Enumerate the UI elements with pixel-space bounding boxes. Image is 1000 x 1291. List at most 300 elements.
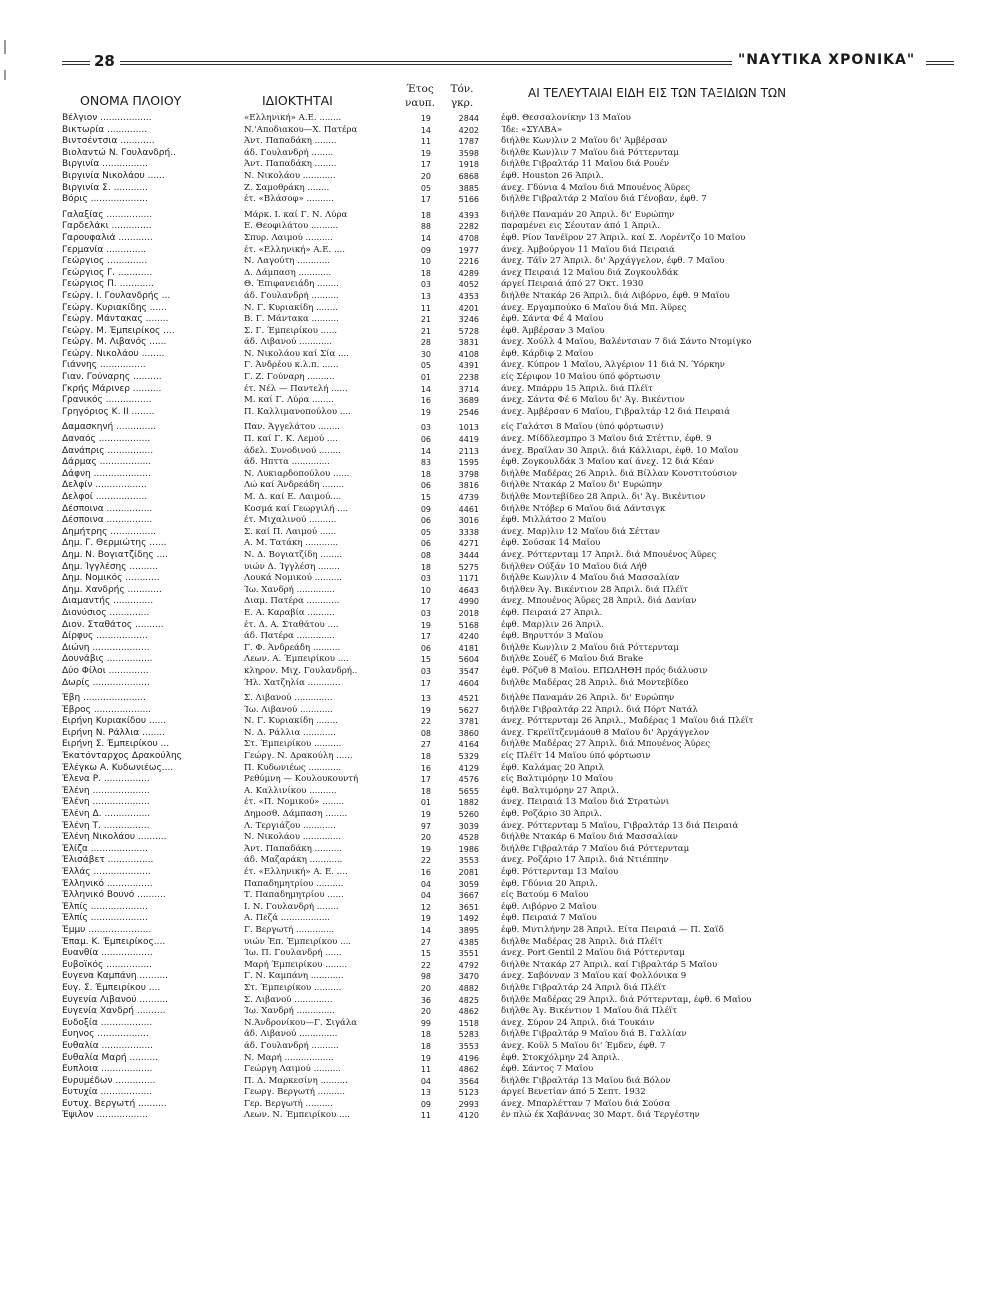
table-row (0, 654, 1000, 666)
cell-name: Ευανθία .................. (62, 948, 153, 959)
table-row (0, 407, 1000, 419)
cell-name: Γεώργ. Μ. Λιβανός ...... (62, 337, 167, 348)
cell-year: 18 (420, 752, 431, 762)
cell-name: Διαμαντής .............. (62, 596, 154, 607)
cell-news: έφθ. Μυτιλήνην 28 Άπριλ. Είτα Πειραιά — Π. Σαΐδ (501, 924, 724, 935)
table-row (0, 925, 1000, 937)
cell-owner: Ρεθύμνη — Κουλουκουντή (244, 774, 359, 785)
cell-tons: 3781 (458, 717, 479, 727)
cell-name: Ευγενα Καμπάνη .......... (62, 971, 169, 982)
cell-name: Δαμασκηνή .............. (62, 422, 157, 433)
table-row (0, 515, 1000, 527)
cell-tons: 4521 (458, 694, 479, 704)
table-row (0, 1099, 1000, 1111)
cell-tons: 1492 (458, 914, 479, 924)
table-row (0, 183, 1000, 195)
cell-tons: 4196 (458, 1053, 479, 1063)
cell-owner: Π. Κυδωνιέως ............ (244, 762, 342, 773)
cell-year: 21 (420, 315, 431, 325)
cell-news: έφθ. Ρόττερνταμ 13 Μαΐου (501, 867, 619, 877)
cell-year: 06 (420, 643, 431, 653)
cell-tons: 3338 (458, 527, 479, 537)
cell-name: Γρηγόριος Κ. ΙΙ ........ (62, 406, 155, 417)
cell-tons: 4708 (458, 233, 479, 243)
cell-owner: Ν. Γ. Κυριακίδη ........ (244, 716, 338, 727)
cell-name: Ευγ. Σ. Έμπειρίκου .... (62, 982, 161, 993)
cell-news: έφθ. Κάρδιφ 2 Μαΐου (501, 348, 594, 359)
cell-name: Γεώργ. Ι. Γουλανδρής ... (62, 290, 171, 301)
cell-news: άνεχ. Ρόττερνταμ 5 Μαΐου, Γιβραλτάρ 13 διά Πειραιά (501, 820, 739, 831)
cell-year: 05 (420, 361, 431, 371)
table-row (0, 256, 1000, 268)
cell-news: Ίδε: «ΣΥΛΒΑ» (501, 124, 563, 135)
cell-news: διήλθεν Ούξάν 10 Μαΐου διά Λήθ (501, 561, 647, 572)
cell-owner: έτ. Μιχαλινού .......... (244, 515, 337, 526)
cell-news: έφθ. Σάντα Φέ 4 Μαΐου (501, 314, 604, 325)
cell-owner: Ν. Δ. Βογιατζίδη ........ (244, 549, 343, 560)
table-row (0, 434, 1000, 446)
cell-news: διήλθε Ντακάρ 6 Μαΐου διά Μασσαλίαν (501, 832, 678, 843)
cell-year: 11 (420, 303, 431, 313)
cell-tons: 4604 (458, 678, 479, 688)
cell-owner: Ν.Άνδρονίκου—Γ. Σιγάλα (244, 1017, 358, 1028)
cell-name: Έκατόνταρχος Δρακούλης (62, 751, 182, 762)
cell-news: διήλθε Άγ. Βικέντιον 1 Μαΐου διά Πλέϊτ (501, 1006, 678, 1017)
cell-owner: έτ. «Π. Νομικού» ........ (244, 797, 345, 808)
cell-tons: 4164 (458, 740, 479, 750)
column-header-ship-name: ΟΝΟΜΑ ΠΛΟΙΟΥ (80, 93, 182, 108)
cell-year: 36 (420, 995, 431, 1005)
cell-name: Ευγενία Λιβανού .......... (62, 994, 169, 1005)
cell-tons: 1013 (458, 423, 479, 433)
cell-tons: 2238 (458, 373, 479, 383)
cell-name: Δημήτρης ................ (62, 526, 157, 537)
cell-tons: 5275 (458, 562, 479, 572)
cell-news: έφθ. Houston 26 Άπριλ. (501, 170, 604, 181)
cell-name: Ειρήνη Σ. Έμπειρίκου ... (62, 739, 170, 750)
cell-year: 01 (420, 798, 431, 808)
cell-tons: 3547 (458, 666, 479, 676)
cell-news: άνεχ. Κοϋλ 5 Μαΐου δι' Έμδεν, έφθ. 7 (501, 1040, 666, 1051)
cell-owner: Λουκά Νομικού .......... (244, 573, 342, 584)
cell-year: 12 (420, 902, 431, 912)
cell-owner: Στ. Έμπειρίκου .......... (244, 982, 342, 993)
cell-tons: 2282 (458, 222, 479, 232)
cell-tons: 1977 (458, 245, 479, 255)
cell-news: έφθ. Γδύνια 20 Άπριλ. (501, 878, 598, 889)
table-row (0, 960, 1000, 972)
cell-name: Δύο Φίλοι .............. (62, 665, 149, 676)
table-row (0, 1053, 1000, 1065)
cell-owner: άδ. Γουλανδρή ........ (244, 147, 334, 158)
cell-news: έφθ. Μαρ)λιν 26 Άπριλ. (501, 619, 605, 630)
cell-news: διήλθε Κων)λιν 2 Μαΐου δι' Άμβέρσαν (501, 136, 668, 147)
cell-owner: κληρον. Μιχ. Γουλανδρή.. (244, 665, 358, 676)
cell-news: διήλθε Μαδέρας 27 Άπριλ. διά Μπουένος Άϋρες (501, 739, 711, 750)
table-row (0, 971, 1000, 983)
cell-owner: έτ. Δ. Α. Σταθάτου .... (244, 619, 339, 630)
cell-news: διήλθε Γιβραλτάρ 13 Μαΐου διά Βόλον (501, 1075, 671, 1086)
cell-tons: 4576 (458, 775, 479, 785)
cell-owner: Ε. Α. Καραβία .......... (244, 607, 335, 618)
header-rule-left (62, 61, 90, 62)
cell-news: έφθ. Καλάμας 20 Άπριλ (501, 762, 604, 773)
cell-owner: Ίω. Χανδρή .............. (244, 1006, 335, 1017)
cell-year: 03 (420, 608, 431, 618)
cell-name: Γεώργ. Μ. Έμπειρίκος .... (62, 325, 175, 336)
cell-owner: Τ. Παπαδημητρίου ...... (244, 890, 344, 901)
cell-news: άνεχ. Σύρον 24 Άπριλ. διά Τουκάιν (501, 1017, 655, 1028)
cell-name: Γεώργιος Π. ............ (62, 279, 154, 290)
cell-tons: 4181 (458, 643, 479, 653)
scan-margin-mark (4, 40, 6, 54)
cell-owner: Γεώργη Λαιμού .......... (244, 1064, 341, 1075)
cell-owner: Κοσμά καί Γεωργιλή .... (244, 503, 349, 514)
cell-year: 04 (420, 1076, 431, 1086)
cell-owner: άδ. Ηπττα .............. (244, 457, 330, 468)
cell-owner: Ν. Λυκιαρδοπούλου ...... (244, 468, 350, 479)
cell-year: 97 (420, 821, 431, 831)
table-row (0, 666, 1000, 678)
column-header-year-line2: ναυπ. (404, 97, 436, 109)
table-row (0, 585, 1000, 597)
cell-news: διήλθε Μαδέρας 28 Άπριλ. διά Μοντεβίδεο (501, 677, 689, 688)
cell-name: Έλένη .................... (62, 797, 150, 808)
cell-name: Βιργινία Νικολάου ...... (62, 170, 165, 181)
cell-year: 18 (420, 210, 431, 220)
column-header-tons-line2: γκρ. (450, 97, 474, 109)
cell-tons: 3553 (458, 856, 479, 866)
cell-news: άνεχ. Άμβέρσαν 6 Μαΐου, Γιβραλτάρ 12 διά Πειραιά (501, 406, 731, 417)
cell-owner: Λώ καί Άνδρεάδη ........ (244, 480, 345, 491)
cell-name: Έλένη .................... (62, 785, 150, 796)
cell-name: Βιντσέντσια ............ (62, 136, 155, 147)
cell-owner: υιών Δ. Ίγγλέση ........ (244, 561, 340, 572)
table-row (0, 948, 1000, 960)
cell-name: Έλενα Ρ. ................ (62, 774, 150, 785)
cell-owner: άδ. Λιβανού ............ (244, 337, 332, 348)
cell-news: άνεχ. Τάϊν 27 Άπριλ. δι' Άρχάγγελον, έφθ. 7 Μαΐου (501, 256, 725, 267)
table-row (0, 1064, 1000, 1076)
column-header-year (400, 82, 440, 110)
cell-news: διήλθε Μαδέρας 28 Άπριλ. διά Πλέϊτ (501, 936, 663, 947)
cell-name: Βικτωρία .............. (62, 124, 148, 135)
cell-year: 22 (420, 856, 431, 866)
cell-tons: 4240 (458, 632, 479, 642)
cell-owner: Π. Καλλιμανοπούλου .... (244, 406, 351, 417)
cell-news: άνεχ. Μαρ)λιν 12 Μαΐου διά Σέτταν (501, 526, 660, 537)
table-row (0, 446, 1000, 458)
cell-name: Ειρήνη Ν. Ράλλια ........ (62, 727, 165, 738)
cell-news: είς Γαλάτσι 8 Μαΐου (ύπό φόρτωσιν) (501, 422, 664, 433)
cell-year: 19 (420, 407, 431, 417)
cell-news: έφθ. Θεσσαλονίκην 13 Μαΐου (501, 113, 631, 123)
table-row (0, 527, 1000, 539)
table-row (0, 469, 1000, 481)
header-rule-left-2 (62, 64, 90, 65)
cell-tons: 4643 (458, 585, 479, 595)
cell-owner: έτ. «Ελληνική» Α. Ε. .... (244, 867, 348, 877)
cell-news: έφθ. Ροζάριο 30 Άπριλ. (501, 809, 602, 820)
cell-year: 15 (420, 493, 431, 502)
cell-year: 03 (420, 574, 431, 584)
cell-owner: Μ. καί Γ. Λύρα ........ (244, 395, 334, 406)
cell-news: έφθ. Λιβόρνο 2 Μαΐου (501, 901, 597, 912)
cell-name: Έλπίς .................... (62, 913, 148, 924)
table-row (0, 596, 1000, 608)
cell-year: 19 (420, 114, 431, 123)
table-row (0, 457, 1000, 469)
cell-name: Δανάπρις ................ (62, 445, 154, 456)
cell-news: διήλθε Μαδέρας 29 Άπριλ. διά Ρόττερνταμ, έφθ. 6 Μαΐου (501, 994, 752, 1005)
column-header-news: ΑΙ ΤΕΛΕΥΤΑΙΑΙ ΕΙΔΗ ΕΙΣ ΤΩΝ ΤΑΞΙΔΙΩΝ ΤΩΝ (528, 86, 787, 100)
cell-tons: 1986 (458, 844, 479, 854)
table-row (0, 1076, 1000, 1088)
table-row (0, 314, 1000, 326)
cell-tons: 2993 (458, 1099, 479, 1109)
cell-tons: 5283 (458, 1030, 479, 1040)
cell-name: Δημ. Ίγγλέσης .......... (62, 561, 158, 572)
cell-news: είς Σέριφον 10 Μαΐου ύπό φόρτωσιν (501, 372, 661, 383)
cell-year: 83 (420, 458, 431, 468)
ship-table (0, 113, 1000, 1122)
cell-news: διήλθε Γιβραλτάρ 22 Άπριλ. διά Πόρτ Νατάλ (501, 704, 698, 715)
cell-tons: 3039 (458, 821, 479, 831)
cell-year: 19 (420, 914, 431, 924)
cell-name: Δημ. Γ. Θερμιώτης ...... (62, 538, 167, 549)
table-row (0, 879, 1000, 891)
cell-tons: 3651 (458, 902, 479, 912)
table-row (0, 384, 1000, 396)
cell-year: 17 (420, 160, 431, 170)
cell-tons: 5655 (458, 786, 479, 796)
cell-name: Ευδοξία .................. (62, 1017, 153, 1028)
cell-owner: Ίω. Χανδρή .............. (244, 584, 335, 595)
cell-name: Δημ. Ν. Βογιατζίδης .... (62, 549, 168, 560)
cell-tons: 4202 (458, 125, 479, 135)
table-row (0, 1006, 1000, 1018)
cell-owner: Ν. Δ. Ράλλια ............ (244, 727, 336, 738)
cell-news: διήλθε Γιβραλτάρ 11 Μαΐου διά Ρουέν (501, 159, 670, 170)
cell-owner: Στ. Έμπειρίκου .......... (244, 739, 342, 750)
table-row (0, 693, 1000, 705)
cell-name: Γιαν. Γούναρης .......... (62, 372, 162, 383)
cell-news: άνεχ. Γδύνια 4 Μαΐου διά Μπουένος Άϋρες (501, 182, 691, 193)
cell-tons: 3444 (458, 550, 479, 560)
cell-year: 03 (420, 280, 431, 290)
table-row (0, 194, 1000, 206)
cell-news: έφθ. Πειραιά 7 Μαΐου (501, 913, 597, 924)
table-row (0, 148, 1000, 160)
cell-news: διήλθε Γιβραλτάρ 9 Μαΐου διά Β. Γαλλίαν (501, 1029, 687, 1040)
cell-owner: Άντ. Παπαδάκη ........ (244, 136, 337, 147)
column-header-tons-line1: Τόν. (450, 83, 474, 95)
cell-year: 03 (420, 666, 431, 676)
cell-year: 15 (420, 655, 431, 665)
table-row (0, 902, 1000, 914)
cell-tons: 4882 (458, 983, 479, 993)
cell-year: 14 (420, 446, 431, 456)
cell-name: Έλένη Νικολάου .......... (62, 832, 167, 843)
cell-name: Ειρήνη Κυριακίδου ...... (62, 716, 167, 727)
cell-news: άνεχ. Πειραιά 13 Μαΐου διά Στρατώνι (501, 797, 670, 808)
cell-tons: 3831 (458, 338, 479, 348)
cell-name: Ευηνος .................. (62, 1029, 149, 1040)
cell-owner: Θ. Έπιφανειάδη ........ (244, 279, 339, 290)
cell-tons: 3598 (458, 148, 479, 158)
cell-owner: Ν. Μαρή .................. (244, 1052, 334, 1063)
cell-news: είς Πλέϊτ 14 Μαΐου ύπό φόρτωσιν (501, 751, 651, 762)
cell-year: 18 (420, 786, 431, 796)
cell-owner: Σπυρ. Λαιμού .......... (244, 232, 333, 243)
cell-tons: 3667 (458, 891, 479, 901)
cell-name: Έλπίς .................... (62, 901, 148, 912)
cell-name: Έλληνικό ................ (62, 878, 153, 889)
cell-name: Γαρδελάκι .............. (62, 221, 152, 232)
column-header-tons (442, 82, 482, 110)
cell-tons: 4120 (458, 1111, 479, 1121)
cell-tons: 3553 (458, 1041, 479, 1051)
cell-name: Διονύσιος .............. (62, 607, 150, 618)
table-row (0, 113, 1000, 125)
cell-year: 01 (420, 373, 431, 383)
cell-year: 20 (420, 171, 431, 181)
cell-name: Έβρος .................... (62, 704, 152, 715)
cell-news: διήλθε Κων)λιν 2 Μαΐου διά Ρόττερνταμ (501, 642, 679, 653)
cell-news: είς Βατούμ 6 Μαΐου (501, 890, 589, 901)
table-row (0, 631, 1000, 643)
cell-owner: Ν. Νικολάου .............. (244, 832, 342, 843)
table-row (0, 832, 1000, 844)
table-row (0, 705, 1000, 717)
cell-tons: 4052 (458, 280, 479, 290)
cell-year: 88 (420, 222, 431, 232)
cell-owner: Διαμ. Πατέρα ............ (244, 596, 340, 607)
table-row (0, 786, 1000, 798)
cell-year: 19 (420, 705, 431, 715)
cell-owner: έτ. «Ελληνική» Α.Ε. .... (244, 244, 345, 255)
cell-news: έφθ. Μιλλάτσο 2 Μαΐου (501, 515, 607, 526)
cell-year: 10 (420, 257, 431, 267)
cell-tons: 4129 (458, 763, 479, 773)
cell-tons: 2216 (458, 257, 479, 267)
cell-owner: Άντ. Παπαδάκη .......... (244, 843, 342, 854)
cell-news: άνεχ. Port Gentil 2 Μαΐου διά Ρόττερνταμ (501, 948, 685, 959)
table-row (0, 844, 1000, 856)
cell-name: Βιργινία ................ (62, 159, 148, 170)
cell-year: 13 (420, 694, 431, 704)
table-row (0, 678, 1000, 690)
cell-year: 14 (420, 925, 431, 935)
cell-name: Ευτυχ. Βεργωτή .......... (62, 1098, 167, 1109)
cell-name: Ευθαλία .................. (62, 1040, 153, 1051)
cell-tons: 4108 (458, 349, 479, 359)
table-row (0, 538, 1000, 550)
cell-owner: Γεωργ. Βεργωτή .......... (244, 1087, 345, 1098)
cell-news: έφθ. Πειραιά 27 Άπριλ. (501, 607, 603, 618)
table-row (0, 171, 1000, 183)
cell-year: 20 (420, 1007, 431, 1017)
header-rule-right (926, 61, 954, 62)
table-row (0, 995, 1000, 1007)
cell-year: 06 (420, 435, 431, 445)
table-row (0, 221, 1000, 233)
cell-news: άνεχ. Εργαμπούκο 6 Μαΐου διά Μπ. Άϋρες (501, 302, 687, 313)
cell-name: Έμμυ ...................... (62, 924, 152, 935)
cell-owner: Α. Καλλινίκου .......... (244, 785, 337, 796)
table-row (0, 480, 1000, 492)
cell-name: Ευβοϊκός ................ (62, 959, 152, 970)
cell-name: Γερμανία .............. (62, 244, 147, 255)
cell-year: 03 (420, 423, 431, 433)
cell-name: Έπαμ. Κ. Έμπειρίκος.... (62, 936, 166, 947)
cell-news: έφθ. Βαλτιμόρην 27 Άπριλ. (501, 785, 619, 796)
cell-year: 98 (420, 972, 431, 982)
cell-name: Δάρμας .................. (62, 457, 152, 468)
table-row (0, 159, 1000, 171)
cell-year: 28 (420, 338, 431, 348)
cell-owner: Α. Πεζά .................. (244, 913, 330, 924)
cell-name: Ευθαλία Μαρή .......... (62, 1052, 159, 1063)
cell-news: άνεχ. Ρόττερνταμ 26 Άπριλ., Μαδέρας 1 Μαΐου διά Πλέϊτ (501, 716, 754, 727)
cell-tons: 3885 (458, 183, 479, 193)
cell-owner: Γ. Ν. Καμπάνη ............ (244, 971, 344, 982)
cell-news: διήλθε Ντακάρ 26 Άπριλ. διά Λιβόρνο, έφθ. 9 Μαΐου (501, 290, 730, 301)
cell-owner: Π. Δ. Μαρκεσίνη .......... (244, 1075, 348, 1086)
cell-news: είς Βαλτιμόρην 10 Μαΐου (501, 774, 614, 785)
cell-year: 18 (420, 562, 431, 572)
cell-news: άνεχ. Βραΐλαν 30 Άπριλ. διά Κάλλιαρι, έφθ. 10 Μαΐου (501, 445, 739, 456)
cell-tons: 4461 (458, 504, 479, 514)
cell-owner: Λεων. Α. Έμπειρίκου .... (244, 654, 349, 665)
cell-owner: έτ. «Βλάσοφ» .......... (244, 194, 334, 205)
cell-owner: Σ. Γ. Έμπειρίκου ...... (244, 325, 338, 336)
cell-owner: Άντ. Παπαδάκη ........ (244, 159, 337, 170)
cell-name: Γεώργιος Γ. ............ (62, 267, 153, 278)
cell-year: 30 (420, 349, 431, 359)
cell-tons: 5728 (458, 326, 479, 336)
cell-year: 27 (420, 937, 431, 947)
cell-name: Έλληνικό Βουνό .......... (62, 890, 166, 901)
cell-year: 05 (420, 527, 431, 537)
cell-owner: Λεων. Ν. Έμπειρίκου .... (244, 1110, 350, 1121)
table-row (0, 1029, 1000, 1041)
cell-tons: 3689 (458, 396, 479, 406)
cell-name: Ευρυμέδων .............. (62, 1075, 156, 1086)
cell-news: διήλθε Ντακάρ 2 Μαΐου δι' Ευρώπην (501, 480, 663, 491)
cell-name: Γεώργιος .............. (62, 256, 148, 267)
cell-news: άνεχ. Χούλλ 4 Μαΐου, Βαλέντσιαν 7 διά Σάντο Ντομίγκο (501, 337, 752, 348)
cell-news: άνεχ. Μίδδλεσμπρο 3 Μαΐου διά Στέττιν, έφθ. 9 (501, 434, 712, 445)
cell-year: 14 (420, 125, 431, 135)
cell-name: Δέσποινα ................ (62, 503, 153, 514)
cell-tons: 4862 (458, 1065, 479, 1075)
header-rule-right-2 (926, 64, 954, 65)
cell-name: Βέλγιον .................. (62, 113, 152, 123)
cell-news: διήλθε Ντακάρ 27 Άπριλ. καί Γιβραλτάρ 5 Μαΐου (501, 959, 718, 970)
cell-tons: 4990 (458, 597, 479, 607)
cell-tons: 5123 (458, 1088, 479, 1098)
cell-name: Διώνη .................... (62, 642, 150, 653)
cell-year: 11 (420, 1065, 431, 1075)
table-row (0, 620, 1000, 632)
cell-year: 27 (420, 740, 431, 750)
table-row (0, 937, 1000, 949)
cell-name: Δελφοί .................. (62, 492, 148, 502)
scan-margin-mark (4, 70, 6, 80)
cell-tons: 3860 (458, 728, 479, 738)
cell-year: 13 (420, 291, 431, 301)
